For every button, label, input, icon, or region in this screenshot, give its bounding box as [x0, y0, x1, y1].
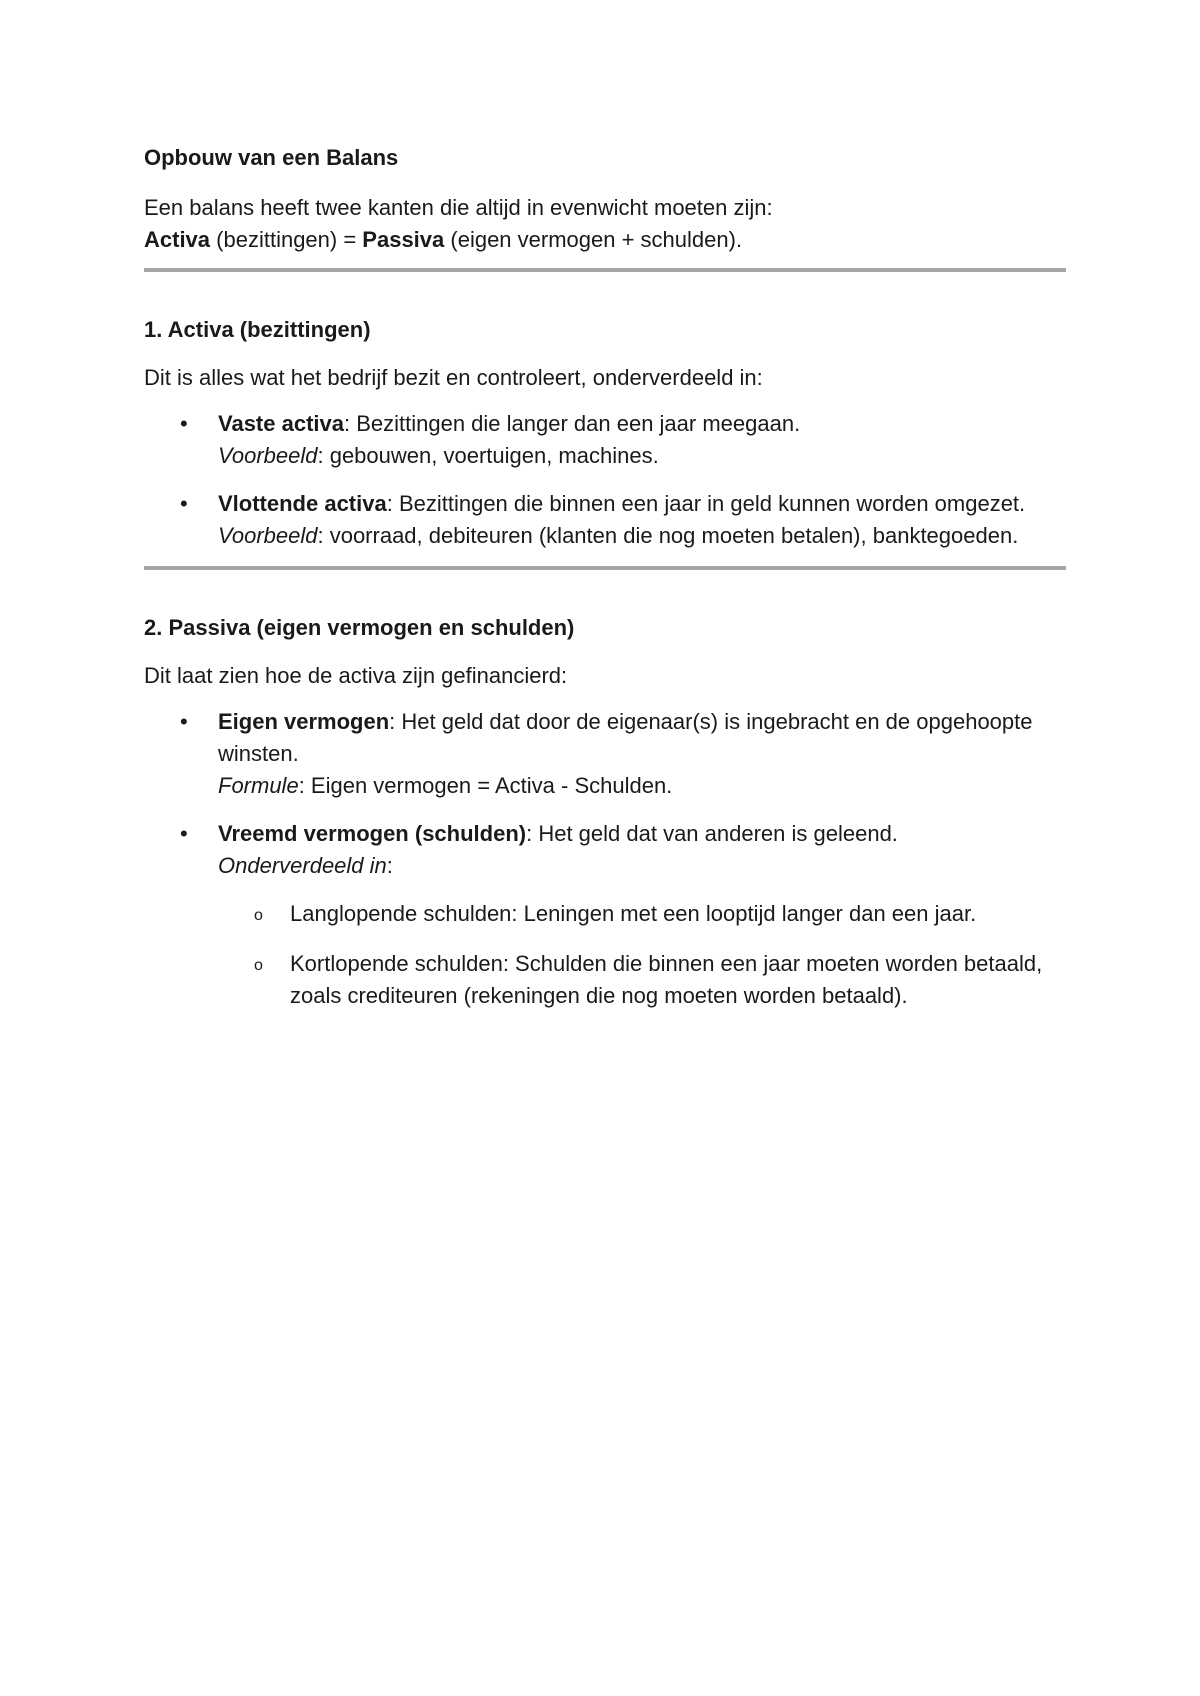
list-item-text: : Bezittingen die binnen een jaar in geld kunnen worden omgezet. [386, 491, 1026, 516]
list-item-term: Vlottende activa [218, 491, 387, 516]
sublist-item-kortlopende-schulden: o Kortlopende schulden: Schulden die binnen een jaar moeten worden betaald, zoals crediteuren (rekeningen die nog moeten worden betaald). [218, 948, 1066, 1012]
example-label: Voorbeeld [218, 443, 318, 468]
intro-line: Een balans heeft twee kanten die altijd in evenwicht moeten zijn: [144, 195, 773, 220]
passiva-description: (eigen vermogen + schulden). [444, 227, 743, 252]
section-lead-activa: Dit is alles wat het bedrijf bezit en controleert, onderverdeeld in: [144, 365, 763, 390]
passiva-term: Passiva [362, 227, 445, 252]
list-item-term: Eigen vermogen [218, 709, 390, 734]
document-title: Opbouw van een Balans [144, 145, 399, 170]
list-item-text: : Het geld dat van anderen is geleend. [526, 821, 898, 846]
intro-paragraph [144, 192, 1066, 256]
section-lead-passiva: Dit laat zien hoe de activa zijn gefinancierd: [144, 663, 568, 688]
list-item-eigen-vermogen [144, 706, 1066, 802]
example-text: : gebouwen, voertuigen, machines. [317, 443, 659, 468]
activa-term: Activa [144, 227, 211, 252]
balance-equation [144, 224, 1066, 256]
list-item-text: : Het geld dat door de eigenaar(s) is ingebracht en de opgehoopte winsten. [218, 709, 1033, 766]
formula-text: : Eigen vermogen = Activa - Schulden. [298, 773, 673, 798]
formula-label: Formule [218, 773, 299, 798]
list-item-vaste-activa [144, 408, 1066, 472]
subdivision-label: Onderverdeeld in [218, 853, 387, 878]
list-item-vreemd-vermogen [144, 818, 1066, 1012]
section-heading-activa: 1. Activa (bezittingen) [144, 317, 371, 342]
sublist-item-langlopende-schulden: o Langlopende schulden: Leningen met een looptijd langer dan een jaar. [218, 898, 1066, 930]
activa-description: (bezittingen) = [210, 227, 363, 252]
passiva-list [144, 706, 1066, 1012]
list-item-term: Vreemd vermogen (schulden) [218, 821, 527, 846]
example-label: Voorbeeld [218, 523, 318, 548]
section-divider [144, 268, 1066, 272]
subdivision-colon: : [386, 853, 393, 878]
section-divider [144, 566, 1066, 570]
list-item-term: Vaste activa [218, 411, 344, 436]
list-item-text: : Bezittingen die langer dan een jaar meegaan. [343, 411, 801, 436]
section-heading-passiva: 2. Passiva (eigen vermogen en schulden) [144, 615, 575, 640]
activa-list [144, 408, 1066, 552]
list-item-vlottende-activa [144, 488, 1066, 552]
example-text: : voorraad, debiteuren (klanten die nog moeten betalen), banktegoeden. [317, 523, 1019, 548]
schulden-sublist [218, 898, 1066, 1012]
